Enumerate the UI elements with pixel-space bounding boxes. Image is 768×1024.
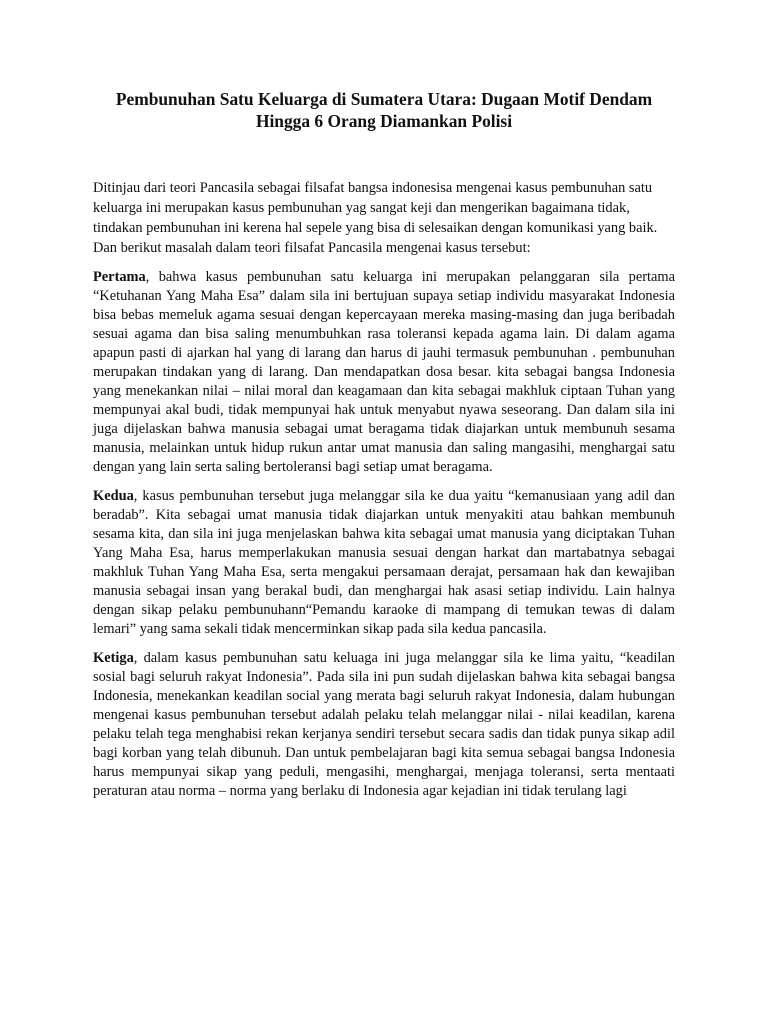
paragraph-pertama: [93, 268, 675, 477]
paragraph-lead: Ketiga: [93, 650, 134, 666]
paragraph-lead: Pertama: [93, 269, 146, 285]
document-title: Pembunuhan Satu Keluarga di Sumatera Utara: Dugaan Motif Dendam Hingga 6 Orang Diamankan Polisi: [115, 89, 653, 131]
paragraph-kedua: [93, 487, 675, 639]
paragraph-text: , dalam kasus pembunuhan satu keluaga ini juga melanggar sila ke lima yaitu, “keadilan sosial bagi seluruh rakyat Indonesia”. Pada sila ini pun sudah dijelaskan bahwa kita sebagai bangsa Indonesia, menekankan keadilan social yang merata bagi seluruh rakyat Indonesia, dalam hubungan mengenai kasus pembunuhan tersebut adalah pelaku telah melanggar nilai - nilai keadilan, karena pelaku telah tega menghabisi rekan kerjanya sendiri tersebut secara sadis dan tidak punya sikap adil bagi korban yang telah dibunuh. Dan untuk pembelajaran bagi kita semua sebagai bangsa Indonesia harus mempunyai sikap yang peduli, mengasihi, menghargai, menjaga toleransi, serta mentaati peraturan atau norma – norma yang berlaku di Indonesia agar kejadian ini tidak terulang lagi: [93, 650, 675, 799]
paragraph-ketiga: [93, 649, 675, 801]
paragraph-text: , bahwa kasus pembunuhan satu keluarga ini merupakan pelanggaran sila pertama “Ketuhanan Yang Maha Esa” dalam sila ini bertujuan supaya setiap individu masyarakat Indonesia bisa bebas memeluk agama sesuai dengan kepercayaan mereka masing-masing dan juga beribadah sesuai agama dan bisa saling menumbuhkan rasa toleransi kepada agama lain. Di dalam agama apapun pasti di ajarkan hal yang di larang dan harus di jauhi termasuk pembunuhan . pembunuhan merupakan tindakan yang di larang. Dan mendapatkan dosa besar. kita sebagai bangsa Indonesia yang menekankan nilai – nilai moral dan keagamaan dan kita sebagai makhluk ciptaan Tuhan yang mempunyai akal budi, tidak mempunyai hak untuk menyabut nyawa seseorang. Dan dalam sila ini juga dijelaskan bahwa manusia sebagai umat beragama tidak diajarkan untuk membunuh sesama manusia, melainkan untuk hidup rukun antar umat manusia dan saling mangasihi, menghargai satu dengan yang lain serta saling bertoleransi bagi setiap umat beragama.: [93, 269, 675, 475]
paragraph-lead: Kedua: [93, 488, 134, 504]
paragraph-text: , kasus pembunuhan tersebut juga melanggar sila ke dua yaitu “kemanusiaan yang adil dan beradab”. Kita sebagai umat manusia tidak diajarkan untuk menyakiti atau bahkan membunuh sesama kita, dan sila ini juga menjelaskan bahwa kita sebagai umat manusia yang diciptakan Tuhan Yang Maha Esa, harus memperlakukan manusia sesuai dengan harkat dan martabatnya sebagai makhluk Tuhan Yang Maha Esa, serta mengakui persamaan derajat, persamaan hak dan kewajiban manusia sebagai insan yang berakal budi, dan menghargai hak asasi setiap individu. Lain halnya dengan sikap pelaku pembunuhann“Pemandu karaoke di mampang di temukan tewas di dalam lemari” yang sama sekali tidak mencerminkan sikap pada sila kedua pancasila.: [93, 488, 675, 637]
document-body: [93, 88, 675, 801]
intro-paragraph: Ditinjau dari teori Pancasila sebagai filsafat bangsa indonesisa mengenai kasus pembunuhan satu keluarga ini merupakan kasus pembunuhan yag sangat keji dan mengerikan bagaimana tidak, tindakan pembunuhan ini kerena hal sepele yang bisa di selesaikan dengan komunikasi yang baik. Dan berikut masalah dalam teori filsafat Pancasila mengenai kasus tersebut:: [93, 180, 658, 256]
